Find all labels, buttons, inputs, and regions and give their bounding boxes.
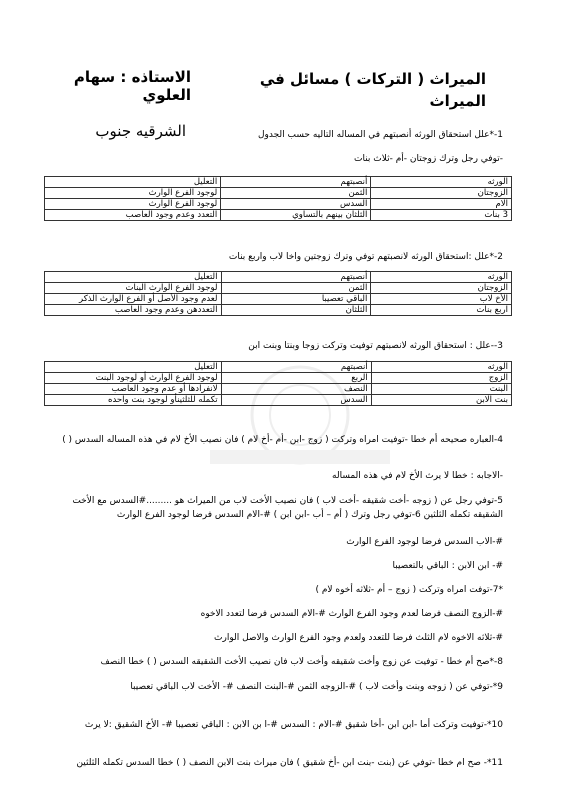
table-row [45, 210, 512, 221]
table-header-cell: أنصبتهم [221, 177, 371, 188]
table-cell: السدس [221, 199, 371, 210]
question-4: 4-العباره صحيحه أم خطا -توفيت امراه وتركت ( زوج -ابن -أم -أخ لام ) فان نصيب الأخ لام في هذه المساله السدس ( ) [62, 435, 503, 445]
region-label: الشرقيه جنوب [95, 122, 186, 140]
question-1-table [44, 176, 512, 221]
table-cell: الثمن [221, 188, 371, 199]
table-cell: الام [371, 199, 512, 210]
table-header-cell: التعليل [45, 177, 221, 188]
question-2-prompt: 2-*علل :استحقاق الورثه لانصبتهم توفي وترك زوجتين واخا لاب واربع بنات [228, 252, 503, 262]
answer-7-husband-mother: #-الزوج النصف فرضا لعدم وجود الفرع الوارث #-الام السدس فرضا لتعدد الاخوه [200, 609, 503, 619]
teacher-name: الاستاذه : سهام العلوي [73, 68, 191, 104]
question-1-case: -توفي رجل وترك زوجتان -أم -ثلاث بنات [353, 154, 503, 164]
table-row [45, 188, 512, 199]
table-cell: الثلثان [221, 305, 371, 316]
table-cell: لوجود الفرع الوارث [45, 188, 221, 199]
table-header-cell: التعليل [45, 362, 222, 373]
table-cell: البنت [371, 384, 511, 395]
table-cell: الزوجتان [371, 283, 512, 294]
table-header-row [45, 362, 512, 373]
question-2-table [44, 271, 512, 316]
table-header-row [45, 272, 512, 283]
table-row [45, 395, 512, 406]
table-cell: التعدد وعدم وجود العاصب [45, 210, 221, 221]
table-cell: لوجود الفرع الوارث [45, 199, 221, 210]
table-cell: الثمن [221, 283, 371, 294]
table-cell: لوجود الفرع الوارث أو لوجود البنت [45, 373, 222, 384]
table-header-cell: التعليل [45, 272, 222, 283]
question-8: 8-*صح أم خطا - توفيت عن زوج وأخت شقيقه وأخت لاب فان نصيب الأخت الشقيقه السدس ( ) خطا النصف [100, 657, 503, 667]
table-row [45, 294, 512, 305]
table-cell: التعددهن وعدم وجود العاصب [45, 305, 222, 316]
question-7: *7-توفت امراه وتركت ( زوج – أم -ثلاثه أخوه لام ) [315, 585, 503, 595]
table-header-cell: الورثه [371, 362, 511, 373]
question-5-6: 5-توفي رجل عن ( زوجه -أخت شقيقه -أخت لاب ) فان نصيب الأخت لاب من الميراث هو .........#السدس مع الأخت الشقيقه تكمله الثلثين 6-توفي رجل وترك ( أم – أب -ابن ابن ) #-الام السدس فرضا لوجود الفرع الوارث [72, 496, 503, 520]
table-cell: الأخ لاب [371, 294, 512, 305]
table-cell: الباقي تعصيبا [221, 294, 371, 305]
question-3-prompt: 3--علل : استحقاق الورثه لانصبتهم توفيت وتركت زوجا وبنتا وبنت ابن [248, 341, 503, 351]
table-cell: بنت الابن [371, 395, 511, 406]
table-header-row [45, 177, 512, 188]
table-cell: تكمله للثلثينأو لوجود بنت واحده [45, 395, 222, 406]
table-cell: لعدم وجود الأصل أو الفرع الوارث الذكر [45, 294, 222, 305]
table-cell: الزوجتان [371, 188, 512, 199]
table-cell: 3 بنات [371, 210, 512, 221]
table-cell: الزوج [371, 373, 511, 384]
table-cell: السدس [221, 395, 371, 406]
table-header-cell: الورثه [371, 272, 512, 283]
question-11: 11*- صح ام خطا -توفي عن (بنت -بنت ابن -أخ شقيق ) فان ميراث بنت الابن النصف ( ) خطا السدس تكمله الثلثين [76, 758, 503, 768]
table-row [45, 305, 512, 316]
question-9: 9*-توفي عن ( زوجه وبنت وأخت لاب ) #-الزوجه الثمن #-البنت النصف #- الأخت لاب الباقي تعصيبا [130, 682, 503, 692]
answer-6-father: #-الاب السدس فرضا لوجود الفرع الوارث [346, 537, 503, 547]
table-row [45, 373, 512, 384]
table-cell: اربع بنات [371, 305, 512, 316]
question-3-table [44, 361, 512, 406]
table-cell: لانفرادها أو عدم وجود العاصب [45, 384, 222, 395]
answer-6-grandson: #- ابن الابن : الباقي بالتعصيبا [392, 561, 503, 571]
table-cell: النصف [221, 384, 371, 395]
document-title: الميراث ( التركات ) مسائل في الميراث [259, 70, 486, 110]
table-header-cell: الورثه [371, 177, 512, 188]
answer-4: -الاجابه : خطا لا يرث الأخ لام في هذه المساله [332, 471, 503, 481]
table-cell: الثلثان بينهم بالتساوي [221, 210, 371, 221]
table-row [45, 384, 512, 395]
table-row [45, 199, 512, 210]
table-cell: لوجود الفرع الوارث البنات [45, 283, 222, 294]
question-10: 10*-توفيت وتركت أما -ابن ابن -أخا شقيق #-الام : السدس #-ا بن الابن : الباقي تعصيبا #- الأخ الشقيق :لا يرث [84, 720, 503, 730]
question-1-prompt: 1-*علل استحقاق الورثه أنصبتهم في المساله التاليه حسب الجدول [258, 130, 503, 140]
table-header-cell: أنصبتهم [221, 362, 371, 373]
table-cell: الربع [221, 373, 371, 384]
table-row [45, 283, 512, 294]
answer-7-brothers: #-ثلاثه الاخوه لام الثلث فرضا للتعدد ولعدم وجود الفرع الوارث والاصل الوارث [214, 633, 503, 643]
table-header-cell: أنصبتهم [221, 272, 371, 283]
